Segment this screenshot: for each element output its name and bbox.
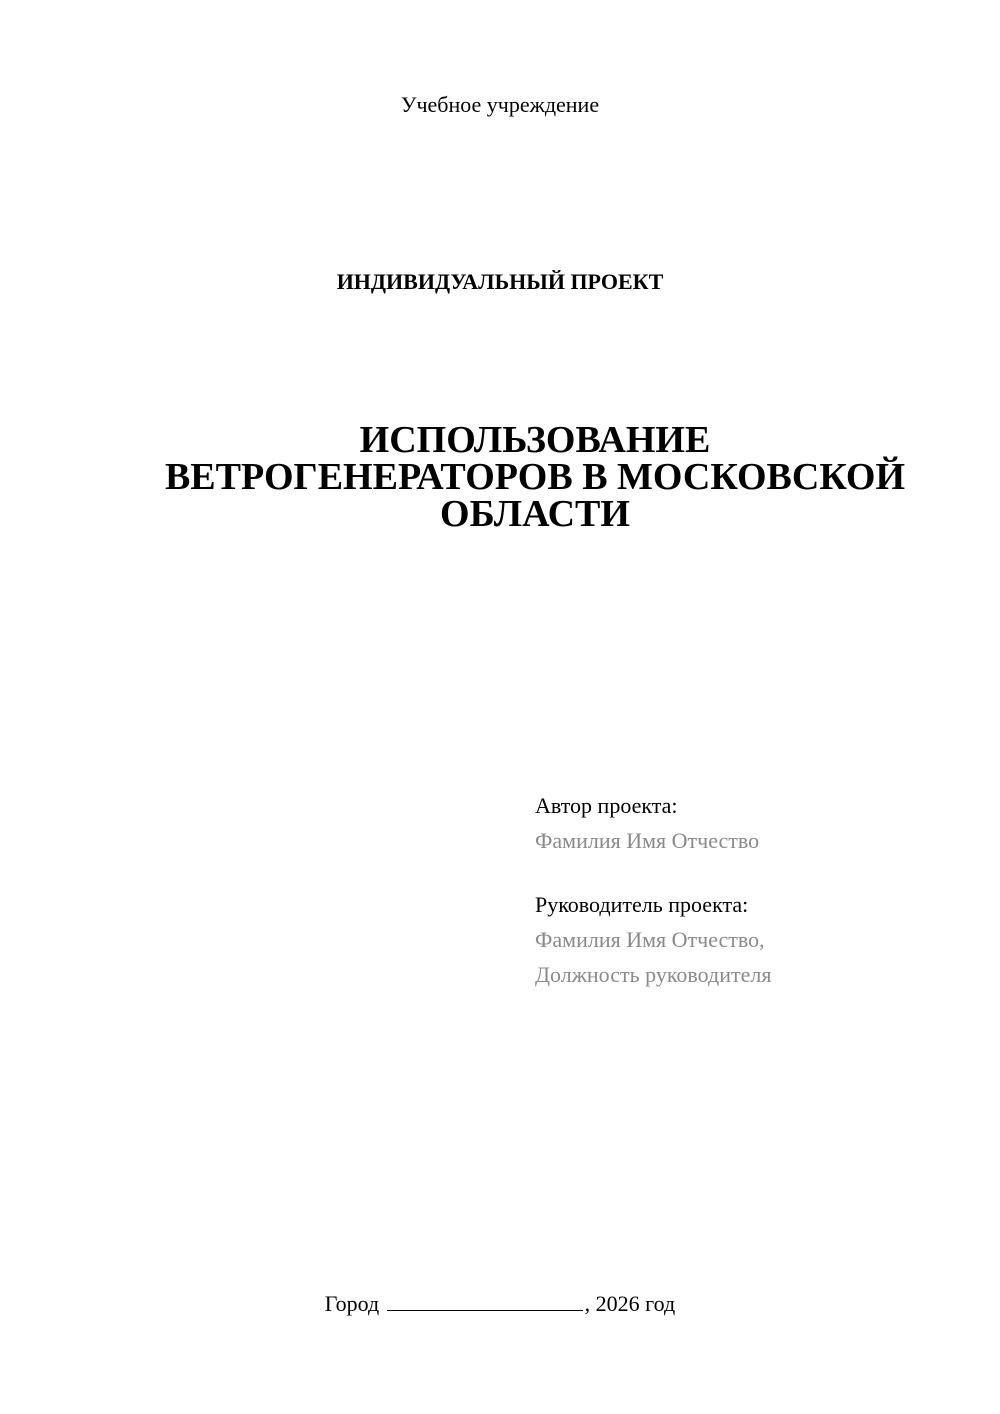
city-blank-line [387, 1290, 583, 1311]
supervisor-label: Руководитель проекта: [535, 892, 749, 917]
author-name: Фамилия Имя Отчество [535, 828, 760, 853]
spacer [535, 858, 771, 887]
supervisor-name: Фамилия Имя Отчество, [535, 927, 765, 952]
institution-name: Учебное учреждение [400, 92, 600, 117]
project-info [535, 788, 771, 992]
title-line: ОБЛАСТИ [440, 493, 630, 535]
supervisor-position: Должность руководителя [535, 962, 772, 987]
title-line: ИСПОЛЬЗОВАНИЕ [359, 419, 711, 461]
author-label: Автор проекта: [535, 793, 678, 818]
document-type: ИНДИВИДУАЛЬНЫЙ ПРОЕКТ [336, 269, 664, 294]
document-title [120, 419, 950, 535]
year-text: , 2026 год [584, 1291, 676, 1316]
title-line: ВЕТРОГЕНЕРАТОРОВ В МОСКОВСКОЙ [164, 456, 906, 498]
city-year-line [0, 1290, 1000, 1318]
city-label: Город [324, 1291, 380, 1316]
